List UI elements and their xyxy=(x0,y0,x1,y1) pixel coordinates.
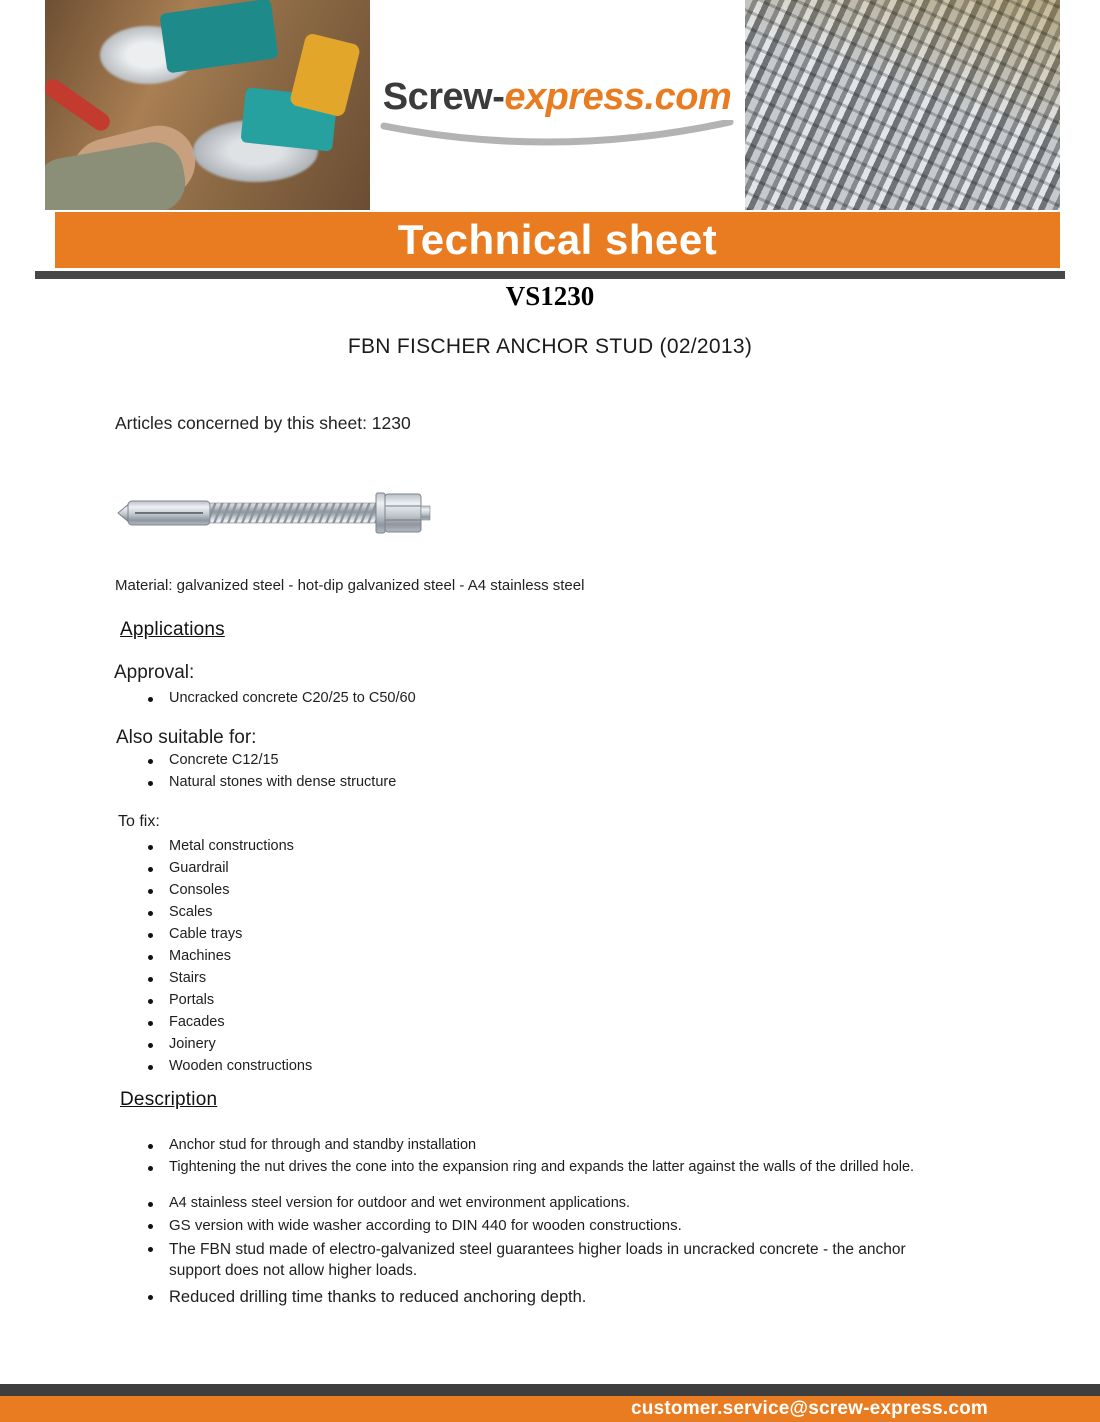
bullet-icon xyxy=(148,1202,153,1207)
list-item xyxy=(148,1159,968,1175)
description-heading: Description xyxy=(120,1089,218,1110)
list-item xyxy=(148,690,416,706)
list-item xyxy=(148,926,312,942)
anchor-stud-image xyxy=(113,476,435,550)
list-item xyxy=(148,904,312,920)
logo-text-dark: Screw- xyxy=(382,76,505,118)
list-item xyxy=(148,1014,312,1030)
list-item-text: GS version with wide washer according to DIN 440 for wooden constructions. xyxy=(169,1217,682,1234)
bullet-icon xyxy=(148,1043,153,1048)
bullet-icon xyxy=(148,867,153,872)
bullet-icon xyxy=(148,1144,153,1149)
list-item xyxy=(148,860,312,876)
list-item xyxy=(148,992,312,1008)
list-item-text: Stairs xyxy=(169,970,207,986)
bullet-icon xyxy=(148,933,153,938)
photo-decoration xyxy=(289,32,361,117)
to-fix-label: To fix: xyxy=(118,813,160,830)
list-item-text: Tightening the nut drives the cone into the expansion ring and expands the latter against the walls of the drilled hole. xyxy=(169,1159,915,1175)
list-item-text: Reduced drilling time thanks to reduced anchoring depth. xyxy=(169,1287,587,1306)
bullet-icon xyxy=(148,889,153,894)
list-item xyxy=(148,774,396,790)
list-item-text: Uncracked concrete C20/25 to C50/60 xyxy=(169,690,416,706)
footer-dark-bar xyxy=(0,1384,1100,1396)
also-suitable-list xyxy=(148,752,396,796)
also-suitable-label: Also suitable for: xyxy=(116,727,257,748)
document-code: VS1230 xyxy=(505,281,595,311)
list-item xyxy=(148,838,312,854)
list-item-text: Scales xyxy=(169,904,213,920)
bullet-icon xyxy=(148,1247,153,1252)
logo-text-orange: express.com xyxy=(504,76,732,118)
bullet-icon xyxy=(148,1295,153,1300)
list-item xyxy=(148,1137,968,1153)
divider-rule xyxy=(35,271,1065,279)
list-item-text: Metal constructions xyxy=(169,838,294,854)
bullet-icon xyxy=(148,1021,153,1026)
bullet-icon xyxy=(148,1166,153,1171)
list-item xyxy=(148,1288,968,1307)
photo-decoration xyxy=(745,0,1060,210)
screws-pile-photo xyxy=(745,0,1060,210)
list-item xyxy=(148,882,312,898)
list-item-text: Guardrail xyxy=(169,860,229,876)
list-item xyxy=(148,1195,968,1211)
list-item-text: Facades xyxy=(169,1014,225,1030)
list-item xyxy=(148,948,312,964)
list-item-text: A4 stainless steel version for outdoor and wet environment applications. xyxy=(169,1195,631,1211)
approval-list xyxy=(148,690,416,712)
bullet-icon xyxy=(148,697,153,702)
bullet-icon xyxy=(148,845,153,850)
list-item-text: Anchor stud for through and standby installation xyxy=(169,1137,477,1153)
articles-line: Articles concerned by this sheet: 1230 xyxy=(115,413,411,433)
bullet-icon xyxy=(148,911,153,916)
description-list xyxy=(148,1137,968,1313)
bullet-icon xyxy=(148,955,153,960)
material-line: Material: galvanized steel - hot-dip galvanized steel - A4 stainless steel xyxy=(115,577,585,594)
logo-swoosh-icon xyxy=(380,120,734,154)
list-item-text: Consoles xyxy=(169,882,230,898)
bullet-icon xyxy=(148,759,153,764)
bullet-icon xyxy=(148,1065,153,1070)
approval-label: Approval: xyxy=(114,662,195,683)
photo-decoration xyxy=(45,76,113,134)
logo xyxy=(372,76,742,119)
bullet-icon xyxy=(148,1224,153,1229)
bullet-icon xyxy=(148,977,153,982)
photo-decoration xyxy=(45,138,190,210)
to-fix-list xyxy=(148,838,312,1080)
list-item-text: Joinery xyxy=(169,1036,216,1052)
list-item-text: The FBN stud made of electro-galvanized steel guarantees higher loads in uncracked concrete - the anchor support does not allow higher loads. xyxy=(169,1241,906,1279)
list-item-text: Wooden constructions xyxy=(169,1058,313,1074)
list-item-text: Portals xyxy=(169,992,215,1008)
footer-bar xyxy=(0,1396,1100,1422)
footer-email: customer.service@screw-express.com xyxy=(631,1398,988,1419)
list-item xyxy=(148,970,312,986)
list-item-text: Natural stones with dense structure xyxy=(169,774,397,790)
anchor-stud-drawing xyxy=(113,476,435,550)
list-item xyxy=(148,1036,312,1052)
list-item xyxy=(148,1240,968,1282)
list-item xyxy=(148,1217,968,1234)
list-item xyxy=(148,1058,312,1074)
list-item-text: Machines xyxy=(169,948,232,964)
bullet-icon xyxy=(148,999,153,1004)
technical-sheet-banner xyxy=(55,212,1060,268)
list-item-text: Concrete C12/15 xyxy=(169,752,279,768)
banner-title: Technical sheet xyxy=(397,216,718,263)
applications-heading: Applications xyxy=(120,619,225,640)
document-title: FBN FISCHER ANCHOR STUD (02/2013) xyxy=(347,335,753,358)
list-item-text: Cable trays xyxy=(169,926,243,942)
list-item xyxy=(148,752,396,768)
photo-decoration xyxy=(159,0,278,74)
workbench-photo xyxy=(45,0,370,210)
bullet-icon xyxy=(148,781,153,786)
